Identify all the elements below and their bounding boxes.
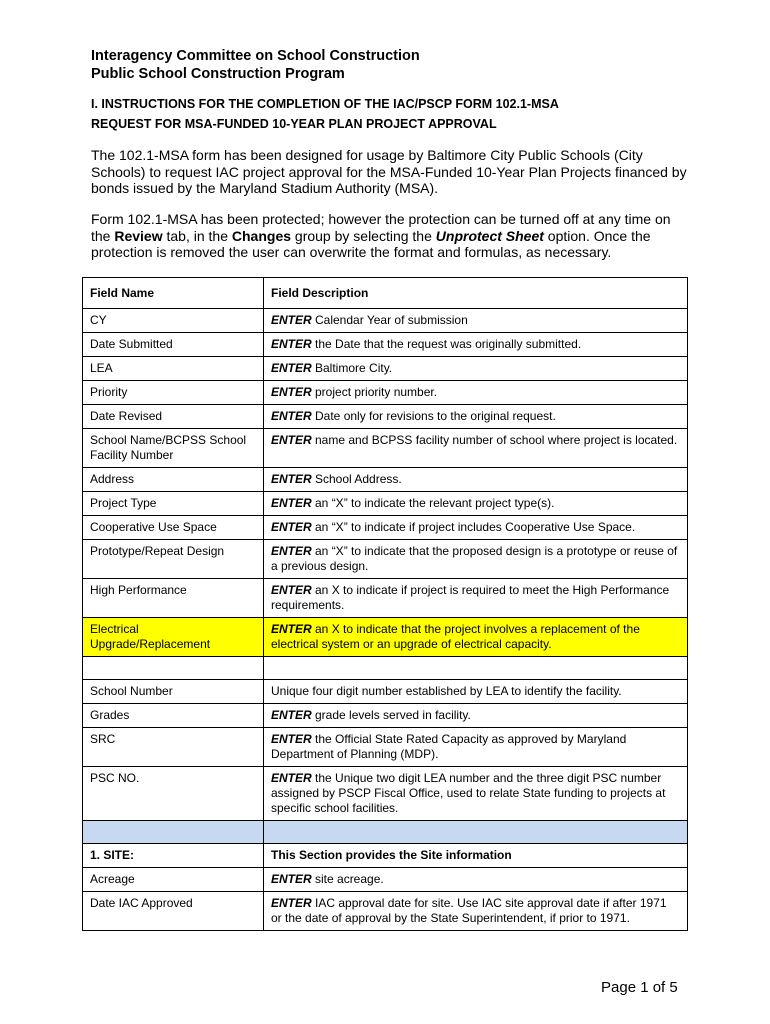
table-row bbox=[83, 357, 688, 381]
field-name-cell: Date IAC Approved bbox=[83, 892, 264, 931]
enter-keyword: ENTER bbox=[271, 520, 312, 534]
enter-keyword: ENTER bbox=[271, 872, 312, 886]
field-name-cell: Prototype/Repeat Design bbox=[83, 540, 264, 579]
page-number: Page 1 of 5 bbox=[601, 979, 678, 996]
description-text: site acreage. bbox=[311, 872, 384, 886]
enter-keyword: ENTER bbox=[271, 385, 312, 399]
enter-keyword: ENTER bbox=[271, 771, 312, 785]
header-agency: Interagency Committee on School Construction bbox=[91, 48, 420, 64]
field-description-cell bbox=[264, 309, 688, 333]
protection-text-3: group by selecting the bbox=[291, 227, 436, 244]
description-text: an “X” to indicate the relevant project type(s). bbox=[311, 496, 555, 510]
section-title-line1: I. INSTRUCTIONS FOR THE COMPLETION OF THE IAC/PSCP FORM 102.1-MSA bbox=[91, 97, 559, 111]
table-row bbox=[83, 767, 688, 821]
field-name-cell bbox=[83, 657, 264, 680]
table-row bbox=[83, 492, 688, 516]
table-row bbox=[83, 704, 688, 728]
description-text: IAC approval date for site. Use IAC site approval date if after 1971 or the date of approval by the State Superintendent, if prior to 1971. bbox=[271, 896, 667, 925]
changes-term: Changes bbox=[231, 227, 292, 244]
field-description-cell bbox=[264, 618, 688, 657]
table-header-row bbox=[83, 278, 688, 309]
field-name-cell: CY bbox=[83, 309, 264, 333]
field-name-cell bbox=[83, 821, 264, 844]
enter-keyword: ENTER bbox=[271, 896, 312, 910]
enter-keyword: ENTER bbox=[271, 544, 312, 558]
description-text: an X to indicate that the project involves a replacement of the electrical system or an upgrade of electrical capacity. bbox=[271, 622, 640, 651]
field-description-cell bbox=[264, 579, 688, 618]
enter-keyword: ENTER bbox=[271, 433, 312, 447]
field-name-cell: Address bbox=[83, 468, 264, 492]
field-description-cell bbox=[264, 405, 688, 429]
section-title bbox=[91, 94, 559, 134]
field-name-cell: SRC bbox=[83, 728, 264, 767]
intro-paragraph: The 102.1-MSA form has been designed for usage by Baltimore City Public Schools (City Schools) to request IAC project approval for the MSA-Funded 10-Year Plan Projects financed by bonds issued by the Maryland Stadium Authority (MSA). bbox=[91, 147, 687, 196]
enter-keyword: ENTER bbox=[271, 361, 312, 375]
field-description-cell bbox=[264, 357, 688, 381]
field-description-cell bbox=[264, 333, 688, 357]
field-name-cell: School Number bbox=[83, 680, 264, 704]
field-description-cell bbox=[264, 728, 688, 767]
field-description-cell bbox=[264, 492, 688, 516]
field-name-cell: Priority bbox=[83, 381, 264, 405]
description-text: School Address. bbox=[311, 472, 402, 486]
protection-paragraph bbox=[91, 211, 691, 261]
section-title-line2: REQUEST FOR MSA-FUNDED 10-YEAR PLAN PROJECT APPROVAL bbox=[91, 117, 497, 131]
description-text: an X to indicate if project is required to meet the High Performance requirements. bbox=[271, 583, 670, 612]
table-row bbox=[83, 892, 688, 931]
enter-keyword: ENTER bbox=[271, 337, 312, 351]
table-row bbox=[83, 618, 688, 657]
protection-text-1: Form 102.1-MSA has been protected; however the protection can be turned off at any time on the bbox=[91, 211, 671, 244]
table-row bbox=[83, 381, 688, 405]
description-text: Baltimore City. bbox=[311, 361, 393, 375]
field-name-cell: Date Submitted bbox=[83, 333, 264, 357]
protection-text-4: option. Once the protection is removed the user can overwrite the format and formulas, as necessary. bbox=[91, 227, 651, 260]
field-description-cell bbox=[264, 516, 688, 540]
enter-keyword: ENTER bbox=[271, 496, 312, 510]
field-description-cell bbox=[264, 844, 688, 868]
field-description-cell bbox=[264, 821, 688, 844]
table-row bbox=[83, 540, 688, 579]
description-text: Date only for revisions to the original request. bbox=[311, 409, 556, 423]
field-description-cell bbox=[264, 540, 688, 579]
field-name-cell: Cooperative Use Space bbox=[83, 516, 264, 540]
table-row bbox=[83, 844, 688, 868]
table-row bbox=[83, 868, 688, 892]
enter-keyword: ENTER bbox=[271, 409, 312, 423]
field-description-cell bbox=[264, 892, 688, 931]
document-header bbox=[91, 47, 420, 83]
field-name-cell: School Name/BCPSS School Facility Number bbox=[83, 429, 264, 468]
field-description-cell bbox=[264, 429, 688, 468]
description-text: the Unique two digit LEA number and the three digit PSC number assigned by PSCP Fiscal Office, used to relate State funding to projects at specific school facilities. bbox=[271, 771, 666, 815]
review-term: Review bbox=[114, 227, 163, 244]
table-row bbox=[83, 516, 688, 540]
field-description-cell bbox=[264, 704, 688, 728]
enter-keyword: ENTER bbox=[271, 583, 312, 597]
table-row bbox=[83, 429, 688, 468]
field-description-cell bbox=[264, 657, 688, 680]
field-name-cell: Project Type bbox=[83, 492, 264, 516]
table-row bbox=[83, 821, 688, 844]
protection-text-2: tab, in the bbox=[162, 227, 232, 244]
table-row bbox=[83, 680, 688, 704]
table-row bbox=[83, 728, 688, 767]
description-text: an “X” to indicate that the proposed design is a prototype or reuse of a previous design. bbox=[271, 544, 678, 573]
table-row bbox=[83, 309, 688, 333]
description-text: Unique four digit number established by LEA to identify the facility. bbox=[271, 684, 622, 698]
field-name-cell: Electrical Upgrade/Replacement bbox=[83, 618, 264, 657]
field-name-cell: PSC NO. bbox=[83, 767, 264, 821]
description-text: an “X” to indicate if project includes Cooperative Use Space. bbox=[311, 520, 636, 534]
description-text: project priority number. bbox=[311, 385, 438, 399]
field-name-cell: 1. SITE: bbox=[83, 844, 264, 868]
description-text: the Official State Rated Capacity as approved by Maryland Department of Planning (MDP). bbox=[271, 732, 627, 761]
field-description-cell bbox=[264, 868, 688, 892]
field-table bbox=[82, 277, 688, 931]
column-header-field-description: Field Description bbox=[264, 278, 688, 309]
field-description-cell bbox=[264, 767, 688, 821]
unprotect-sheet-term: Unprotect Sheet bbox=[435, 227, 544, 244]
field-description-cell bbox=[264, 468, 688, 492]
table-row bbox=[83, 579, 688, 618]
enter-keyword: ENTER bbox=[271, 732, 312, 746]
description-text: This Section provides the Site information bbox=[271, 848, 512, 862]
header-program: Public School Construction Program bbox=[91, 66, 345, 82]
field-name-cell: Grades bbox=[83, 704, 264, 728]
table-row bbox=[83, 468, 688, 492]
table-row bbox=[83, 657, 688, 680]
field-description-cell bbox=[264, 381, 688, 405]
description-text: the Date that the request was originally submitted. bbox=[311, 337, 582, 351]
field-name-cell: LEA bbox=[83, 357, 264, 381]
enter-keyword: ENTER bbox=[271, 708, 312, 722]
table-row bbox=[83, 333, 688, 357]
enter-keyword: ENTER bbox=[271, 622, 312, 636]
field-name-cell: Acreage bbox=[83, 868, 264, 892]
field-description-cell bbox=[264, 680, 688, 704]
description-text: grade levels served in facility. bbox=[311, 708, 471, 722]
description-text: name and BCPSS facility number of school where project is located. bbox=[311, 433, 678, 447]
table-row bbox=[83, 405, 688, 429]
enter-keyword: ENTER bbox=[271, 472, 312, 486]
column-header-field-name: Field Name bbox=[83, 278, 264, 309]
enter-keyword: ENTER bbox=[271, 313, 312, 327]
field-name-cell: High Performance bbox=[83, 579, 264, 618]
description-text: Calendar Year of submission bbox=[311, 313, 468, 327]
field-name-cell: Date Revised bbox=[83, 405, 264, 429]
